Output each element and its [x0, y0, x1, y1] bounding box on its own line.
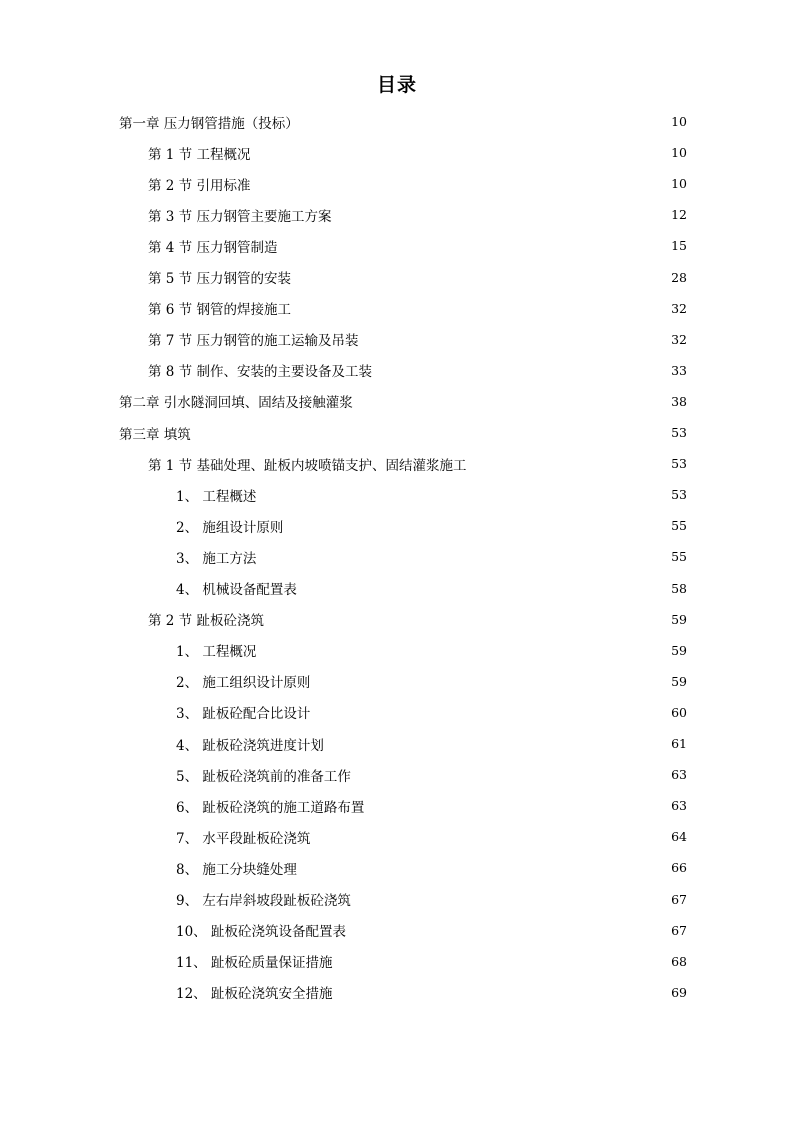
toc-entry-page-number: 33	[671, 362, 687, 378]
toc-entry[interactable]	[176, 697, 687, 728]
dot-leader	[256, 144, 667, 158]
toc-entry-page-number: 32	[671, 300, 687, 316]
toc-entry[interactable]	[176, 977, 687, 1008]
dot-leader	[303, 579, 667, 593]
toc-entry[interactable]	[176, 635, 687, 666]
toc-entry-label: 第 7 节 压力钢管的施工运输及吊装	[148, 333, 359, 350]
toc-entry[interactable]	[176, 541, 687, 572]
dot-leader	[297, 299, 667, 313]
toc-entry-page-number: 63	[671, 767, 687, 783]
toc-entry-label: 第三章 填筑	[119, 426, 191, 443]
toc-entry-label: 第 4 节 压力钢管制造	[148, 239, 278, 256]
toc-entry-page-number: 63	[671, 798, 687, 814]
toc-entry-label: 第 2 节 引用标准	[148, 177, 251, 194]
dot-leader	[357, 890, 667, 904]
page-title: 目录	[376, 74, 417, 96]
toc-entry[interactable]	[176, 790, 687, 821]
dot-leader	[330, 735, 667, 749]
dot-leader	[359, 392, 667, 406]
toc-entry-label: 第 1 节 工程概况	[148, 146, 251, 163]
toc-entry-label: 8、 施工分块缝处理	[176, 861, 297, 878]
toc-entry-page-number: 28	[671, 269, 687, 285]
dot-leader	[305, 113, 667, 127]
toc-entry-page-number: 32	[671, 331, 687, 347]
dot-leader	[337, 206, 667, 220]
toc-entry-label: 10、 趾板砼浇筑设备配置表	[176, 924, 346, 941]
toc-entry[interactable]	[148, 262, 687, 293]
dot-leader	[316, 672, 667, 686]
toc-entry[interactable]	[119, 386, 687, 417]
dot-leader	[352, 921, 667, 935]
toc-entry[interactable]	[148, 448, 687, 479]
toc-entry-page-number: 53	[671, 425, 687, 440]
dot-leader	[256, 175, 667, 189]
dot-leader	[378, 361, 667, 375]
dot-leader	[289, 517, 667, 531]
toc-entry-label: 11、 趾板砼质量保证措施	[176, 955, 333, 972]
toc-entry[interactable]	[176, 759, 687, 790]
toc-entry-label: 第 6 节 钢管的焊接施工	[148, 302, 291, 319]
toc-entry-label: 9、 左右岸斜坡段趾板砼浇筑	[176, 893, 351, 909]
toc-entry-label: 第 2 节 趾板砼浇筑	[148, 613, 264, 630]
toc-entry-page-number: 60	[671, 704, 687, 720]
toc-entry-page-number: 66	[671, 860, 687, 876]
toc-entry[interactable]	[148, 137, 687, 168]
toc-entry-page-number: 10	[671, 176, 687, 192]
dot-leader	[283, 237, 667, 251]
toc-entry[interactable]	[176, 821, 687, 852]
toc-entry[interactable]	[148, 293, 687, 324]
toc-entry-label: 第二章 引水隧洞回填、固结及接触灌浆	[119, 395, 353, 412]
toc-entry-page-number: 61	[671, 736, 687, 751]
toc-entry-page-number: 55	[671, 518, 687, 534]
dot-leader	[297, 268, 667, 282]
dot-leader	[262, 641, 667, 655]
dot-leader	[370, 797, 667, 811]
toc-entry-label: 4、 趾板砼浇筑进度计划	[176, 737, 324, 754]
toc-entry-page-number: 15	[671, 238, 687, 254]
dot-leader	[270, 610, 667, 624]
dot-leader	[197, 424, 667, 438]
toc-entry-page-number: 59	[671, 642, 687, 658]
toc-entry-label: 第 8 节 制作、安装的主要设备及工装	[148, 364, 372, 381]
toc-entry-label: 3、 趾板砼配合比设计	[176, 706, 311, 723]
dot-leader	[338, 983, 667, 997]
toc-entry[interactable]	[176, 884, 687, 915]
toc-entry-label: 2、 施工组织设计原则	[176, 675, 311, 692]
dot-leader	[262, 486, 667, 500]
toc-entry-page-number: 12	[671, 207, 687, 223]
dot-leader	[364, 330, 667, 344]
toc-entry-label: 第一章 压力钢管措施（投标）	[119, 115, 299, 132]
toc-entry[interactable]	[176, 573, 687, 604]
toc-entry-page-number: 59	[671, 611, 687, 627]
dot-leader	[338, 952, 667, 966]
toc-entry-label: 5、 趾板砼浇筑前的准备工作	[176, 768, 351, 785]
toc-entry[interactable]	[176, 666, 687, 697]
toc-entry-page-number: 38	[671, 393, 687, 409]
dot-leader	[316, 828, 667, 842]
toc-entry-page-number: 67	[671, 891, 687, 907]
toc-entry-page-number: 55	[671, 549, 687, 565]
toc-entry[interactable]	[148, 230, 687, 261]
toc-entry[interactable]	[148, 355, 687, 386]
toc-entry-page-number: 10	[671, 145, 687, 161]
toc-entry-label: 第 1 节 基础处理、趾板内坡喷锚支护、固结灌浆施工	[148, 457, 467, 474]
toc-entry[interactable]	[176, 946, 687, 977]
toc-entry[interactable]	[148, 168, 687, 199]
toc-entry-label: 12、 趾板砼浇筑安全措施	[176, 986, 333, 1003]
toc-entry[interactable]	[176, 728, 687, 759]
toc-entry-label: 4、 机械设备配置表	[176, 582, 297, 598]
toc-entry[interactable]	[148, 199, 687, 230]
toc-entry-label: 6、 趾板砼浇筑的施工道路布置	[176, 799, 365, 816]
dot-leader	[262, 548, 667, 562]
toc-entry-page-number: 58	[671, 580, 687, 596]
toc-entry[interactable]	[148, 604, 687, 635]
toc-entry-label: 第 3 节 压力钢管主要施工方案	[148, 208, 332, 225]
toc-entry-page-number: 64	[671, 829, 687, 845]
toc-entry[interactable]	[176, 510, 687, 541]
toc-entry-page-number: 59	[671, 673, 687, 689]
toc-entry-page-number: 10	[671, 114, 687, 129]
toc-entry[interactable]	[148, 324, 687, 355]
toc-entry[interactable]	[176, 915, 687, 946]
toc-entry-label: 7、 水平段趾板砼浇筑	[176, 830, 311, 847]
toc-entry-label: 1、 工程概况	[176, 644, 257, 661]
toc-entry-page-number: 67	[671, 922, 687, 938]
toc-entry-page-number: 69	[671, 984, 687, 1000]
toc-entry-label: 第 5 节 压力钢管的安装	[148, 271, 291, 287]
toc-entry-label: 2、 施组设计原则	[176, 519, 284, 536]
toc-entry-label: 1、 工程概述	[176, 488, 257, 505]
dot-leader	[303, 859, 667, 873]
toc-entry[interactable]	[176, 479, 687, 510]
toc-entry[interactable]	[119, 417, 687, 448]
dot-leader	[357, 766, 667, 780]
dot-leader	[472, 455, 667, 469]
toc-entry-page-number: 53	[671, 456, 687, 472]
toc-entry-page-number: 68	[671, 953, 687, 969]
toc-entry[interactable]	[119, 106, 687, 137]
toc-entry-page-number: 53	[671, 487, 687, 503]
toc-entry-label: 3、 施工方法	[176, 550, 257, 567]
dot-leader	[316, 703, 667, 717]
toc-entry[interactable]	[176, 852, 687, 883]
